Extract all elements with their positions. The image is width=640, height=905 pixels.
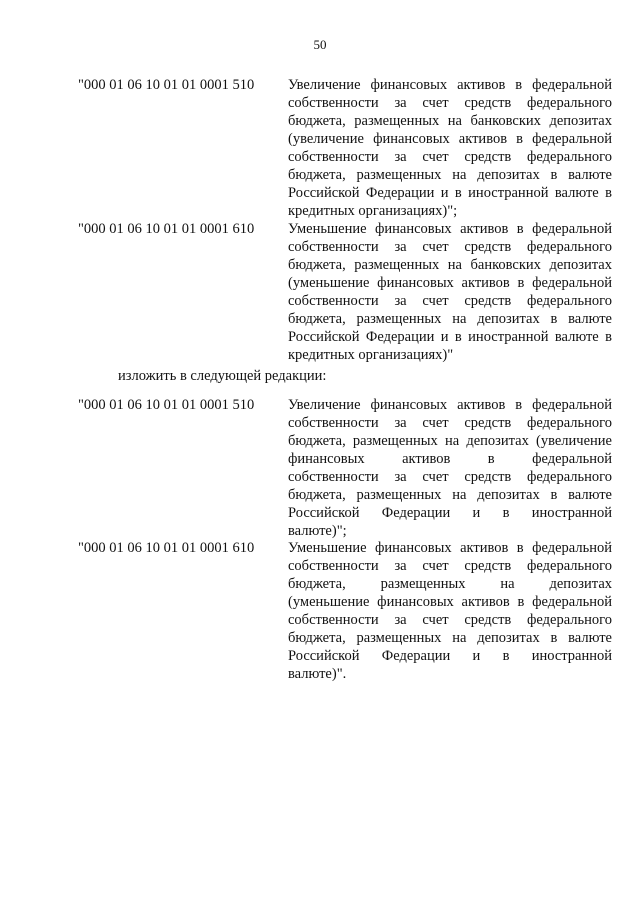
description-line: бюджета, размещенных на депозитах в валюте: [288, 311, 612, 327]
description-line: кредитных организациях)";: [288, 203, 458, 219]
code-description: [288, 76, 612, 220]
description-line: Российской Федерации и в иностранной валюте в: [288, 329, 612, 345]
description-line: Российской Федерации и в иностранной: [288, 505, 612, 521]
description-line: валюте)".: [288, 666, 347, 682]
description-line: Российской Федерации и в иностранной валюте в: [288, 185, 612, 201]
description-line: собственности за счет средств федерального: [288, 415, 612, 431]
description-line: собственности за счет средств федерального: [288, 558, 612, 574]
amendment-intro-text: изложить в следующей редакции:: [118, 368, 327, 384]
budget-classification-code: "000 01 06 10 01 01 0001 610: [78, 221, 255, 237]
code-description: [288, 396, 612, 540]
description-line: собственности за счет средств федерального: [288, 293, 612, 309]
description-line: бюджета, размещенных на банковских депозитах: [288, 113, 612, 129]
description-line: Увеличение финансовых активов в федеральной: [288, 77, 612, 93]
description-line: Уменьшение финансовых активов в федеральной: [288, 221, 612, 237]
description-line: бюджета, размещенных на банковских депозитах: [288, 257, 612, 273]
description-line: (увеличение финансовых активов в федеральной: [288, 131, 612, 147]
description-line: Российской Федерации и в иностранной: [288, 648, 612, 664]
code-description: [288, 539, 612, 683]
description-line: собственности за счет средств федерального: [288, 469, 612, 485]
description-line: Уменьшение финансовых активов в федеральной: [288, 540, 612, 556]
budget-classification-code: "000 01 06 10 01 01 0001 510: [78, 397, 255, 413]
description-line: бюджета, размещенных на депозитах в валюте: [288, 167, 612, 183]
description-line: Увеличение финансовых активов в федеральной: [288, 397, 612, 413]
page-number: 50: [313, 37, 327, 52]
description-line: собственности за счет средств федерального: [288, 95, 612, 111]
description-line: бюджета, размещенных на депозитах: [288, 576, 612, 592]
code-description: [288, 220, 612, 364]
description-line: бюджета, размещенных на депозитах в валюте: [288, 630, 612, 646]
description-line: валюте)";: [288, 523, 347, 539]
description-line: финансовых активов в федеральной: [288, 451, 612, 467]
description-line: кредитных организациях)": [288, 347, 454, 363]
description-line: собственности за счет средств федерального: [288, 612, 612, 628]
description-line: собственности за счет средств федерального: [288, 239, 612, 255]
budget-classification-code: "000 01 06 10 01 01 0001 610: [78, 540, 255, 556]
description-line: (уменьшение финансовых активов в федеральной: [288, 275, 612, 291]
description-line: (уменьшение финансовых активов в федеральной: [288, 594, 612, 610]
budget-classification-code: "000 01 06 10 01 01 0001 510: [78, 77, 255, 93]
description-line: бюджета, размещенных на депозитах в валюте: [288, 487, 612, 503]
description-line: бюджета, размещенных на депозитах (увеличение: [288, 433, 612, 449]
description-line: собственности за счет средств федерального: [288, 149, 612, 165]
